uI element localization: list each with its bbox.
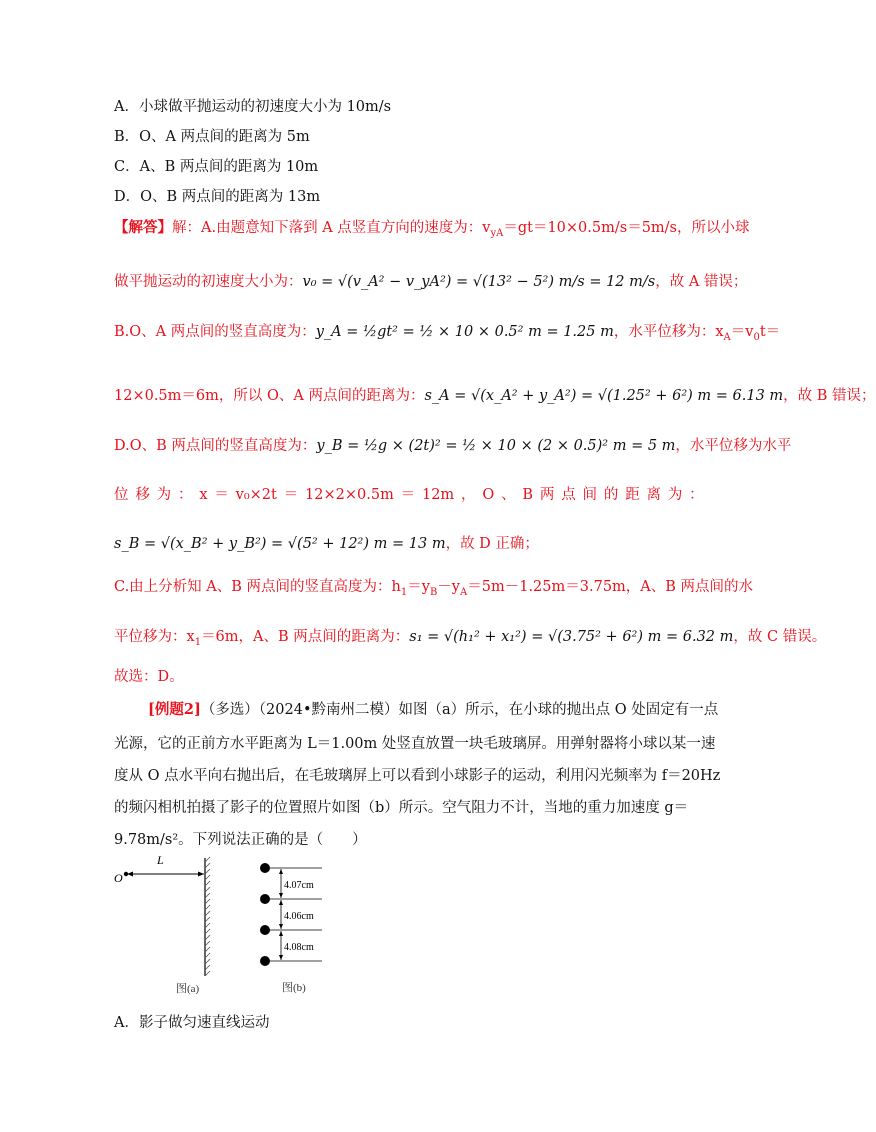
subscript: A (723, 331, 731, 343)
length-l-label: L (157, 853, 164, 867)
line6-token: ＝ (214, 487, 229, 503)
option-d: D．O、B 两点间的距离为 13m (114, 189, 321, 205)
line6-token: 为 (667, 487, 683, 503)
line6-token: 的 (603, 487, 619, 503)
subscript: 1 (194, 636, 202, 648)
option-b: B．O、A 两点间的距离为 5m (114, 129, 310, 145)
shadow-position-4 (260, 956, 270, 966)
solution-text: ，故 A 错误； (655, 274, 748, 290)
line6-token: 点 (561, 487, 576, 503)
solution-line-4 (114, 386, 876, 406)
subscript: A (460, 586, 468, 598)
solution-text: 12×0.5m＝6m，所以 O、A 两点间的距离为： (114, 388, 425, 404)
solution-line-1 (114, 218, 750, 244)
line6-token: 离 (646, 487, 662, 503)
shadow-position-1 (260, 863, 270, 873)
shadow-position-2 (260, 894, 270, 904)
solution-line-6 (114, 485, 704, 505)
solution-text: ，水平位移为水平 (675, 438, 792, 454)
subscript: 1 (400, 586, 408, 598)
answer-line: 故选：D。 (114, 669, 184, 685)
line6-token: 移 (135, 487, 150, 503)
line6-token: 12×2×0.5m (305, 487, 394, 503)
point-o-label: O (114, 871, 123, 885)
line6-token: ， (461, 487, 476, 503)
example-line-4: 的频闪相机拍摄了影子的位置照片如图（b）所示。空气阻力不计，当地的重力加速度 g＝ (114, 800, 689, 816)
figure-a-label: 图(a) (176, 983, 200, 995)
solution-line-5 (114, 436, 791, 456)
formula-sa: s_A = √(x_A² + y_A²) = √(1.25² + 6²) m = 6.13 m (424, 388, 784, 404)
line6-token: 距 (625, 487, 640, 503)
formula-s1: s₁ = √(h₁² + x₁²) = √(3.75² + 6²) m = 6.32 m (409, 629, 734, 645)
solution-text: D.O、B 两点间的竖直高度为： (114, 438, 317, 454)
option-c: C．A、B 两点间的距离为 10m (114, 159, 319, 175)
figure-b (250, 855, 360, 998)
line6-token: ： (177, 487, 193, 503)
formula-ya: y_A = ½gt² = ½ × 10 × 0.5² m = 1.25 m (315, 324, 614, 340)
formula-v0: v₀ = √(v_A² − v_yA²) = √(13² − 5²) m/s = 12 m/s (302, 274, 656, 290)
solution-text: C.由上分析知 A、B 两点间的竖直高度为：h (114, 579, 401, 595)
solution-text: B.O、A 两点间的竖直高度为： (114, 324, 316, 340)
line6-token: ＝ (400, 487, 416, 503)
solution-text: ，水平位移为：x (613, 324, 724, 340)
solution-text: ＝5m－1.25m＝3.75m，A、B 两点间的水 (467, 579, 754, 595)
light-source-point (124, 872, 128, 876)
solution-text: －y (437, 579, 461, 595)
example-line-1 (148, 700, 718, 720)
example-line-5: 9.78m/s²。下列说法正确的是（ ） (114, 832, 367, 848)
subscript: 0 (753, 331, 760, 343)
line6-token: 间 (582, 487, 598, 503)
solution-text: 平位移为：x (114, 629, 195, 645)
line6-token: B (522, 487, 534, 503)
solution-tag: 【解答】 (114, 219, 172, 236)
solution-line-9 (114, 627, 826, 653)
distance-label-2: 4.06cm (284, 911, 314, 922)
formula-sb: s_B = √(x_B² + y_B²) = √(5² + 12²) m = 13 m (114, 536, 446, 552)
solution-text: ，故 B 错误； (783, 388, 876, 404)
line6-token: x (199, 487, 208, 503)
solution-text: ＝gt＝10×0.5m/s＝5m/s，所以小球 (503, 220, 750, 236)
example-label: [例题2] (148, 701, 201, 718)
example-text: （多选）（2024•黔南州二模）如图（a）所示，在小球的抛出点 O 处固定有一点 (200, 702, 719, 718)
distance-label-1: 4.07cm (284, 880, 314, 891)
line6-token: 12m (421, 487, 455, 503)
line6-token: 、 (501, 487, 516, 503)
solution-text: 解：A.由题意知下落到 A 点竖直方向的速度为：v (172, 220, 491, 236)
line6-token: O (482, 487, 495, 503)
example-line-2: 光源，它的正前方水平距离为 L＝1.00m 处竖直放置一块毛玻璃屏。用弹射器将小球以某一速 (114, 736, 716, 752)
solution-line-8 (114, 577, 753, 603)
option-a: A．小球做平抛运动的初速度大小为 10m/s (114, 99, 392, 115)
solution-text: ＝6m，A、B 两点间的距离为： (201, 629, 410, 645)
solution-line-3 (114, 322, 780, 348)
figure-a (112, 848, 232, 998)
subscript: yA (490, 227, 504, 239)
example-line-3: 度从 O 点水平向右抛出后，在毛玻璃屏上可以看到小球影子的运动，利用闪光频率为 f＝20Hz (114, 768, 721, 784)
solution-line-2 (114, 272, 747, 292)
arrow-right (198, 872, 204, 877)
subscript: B (429, 586, 438, 598)
solution-text: ＝y (407, 579, 430, 595)
formula-yb: y_B = ½g × (2t)² = ½ × 10 × (2 × 0.5)² m = 5 m (316, 438, 676, 454)
solution-text: ＝v (730, 324, 754, 340)
screen-hatch (205, 857, 210, 976)
solution-text: ，故 C 错误。 (733, 629, 827, 645)
line6-token: 位 (114, 487, 129, 503)
solution-text: t＝ (759, 324, 781, 340)
solution-text: 做平抛运动的初速度大小为： (114, 274, 303, 290)
solution-line-7 (114, 534, 539, 554)
example-option-a: A．影子做匀速直线运动 (114, 1015, 270, 1031)
line6-token: ： (689, 487, 704, 503)
line6-token: v₀×2t (235, 487, 277, 503)
figure-b-label: 图(b) (282, 982, 306, 994)
solution-text: ，故 D 正确； (445, 536, 539, 552)
line6-token: 两 (539, 487, 555, 503)
distance-label-3: 4.08cm (284, 942, 314, 953)
line6-token: 为 (156, 487, 172, 503)
shadow-position-3 (260, 925, 270, 935)
line6-token: ＝ (283, 487, 299, 503)
